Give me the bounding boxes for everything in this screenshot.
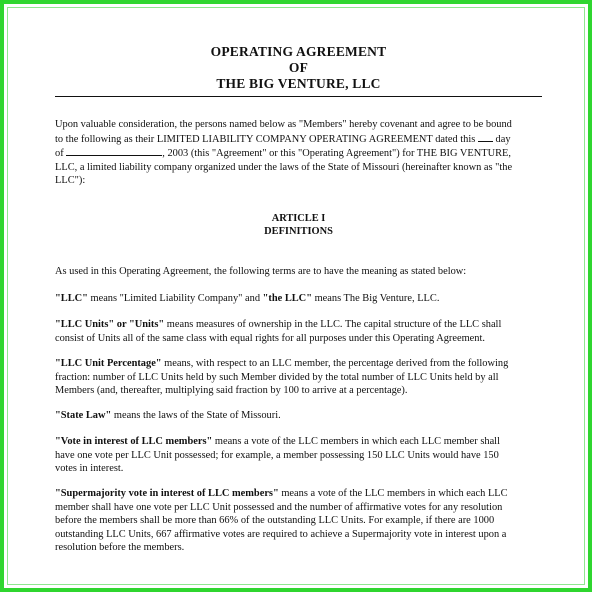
term-the-llc: "the LLC": [262, 293, 312, 304]
definition-vote-line-1: means a vote of the LLC members in which each LLC member shall: [212, 436, 500, 447]
intro-line-3-of: of: [55, 148, 64, 159]
document-title: OPERATING AGREEMENT: [210, 44, 387, 59]
term-llc: "LLC": [55, 293, 88, 304]
definition-super-line-3: before the members shall be more than 66% of the outstanding LLC Units. For example, if there are 1000: [55, 515, 495, 526]
definition-vote-line-2: have one vote per LLC Unit possessed; for example, a member possessing 150 LLC Units would have 150: [55, 449, 499, 461]
intro-line-2-text: to the following as their LIMITED LIABILITY COMPANY OPERATING AGREEMENT dated this: [55, 133, 476, 145]
title-divider: [55, 96, 542, 97]
article-heading: ARTICLE I: [271, 213, 326, 224]
definition-super-line-5: resolution before the members.: [55, 542, 185, 553]
definition-llc-text-1: means "Limited Liability Company" and: [87, 293, 263, 304]
definition-super-line-1: means a vote of the LLC members in which each LLC: [278, 488, 508, 499]
definition-vote-line-3: votes in interest.: [55, 463, 124, 474]
document-title-of: OF: [288, 60, 309, 75]
intro-line-1: Upon valuable consideration, the persons named below as "Members" hereby covenant and agree to be bound: [55, 119, 512, 130]
month-blank: [66, 146, 162, 156]
definition-llc-units: [55, 318, 542, 345]
intro-paragraph: [55, 118, 542, 188]
definition-super-line-4: outstanding LLC Units, 667 affirmative votes are required to achieve a Supermajority vote in interest upon a: [55, 528, 507, 540]
term-llc-units: "LLC Units" or "Units": [55, 319, 165, 330]
day-blank: [478, 132, 493, 142]
definition-units-line-2: consist of Units all of the same class with equal rights for all purposes under this Operating Agreement.: [55, 332, 485, 344]
term-state-law: "State Law": [55, 410, 112, 421]
definition-state-law-text: means the laws of the State of Missouri.: [111, 410, 281, 421]
definition-unit-percentage: [55, 357, 542, 398]
definition-percentage-line-3: Members (and, thereafter, multiplying said fraction by 100 to arrive at a percentage).: [55, 385, 408, 396]
intro-line-2-day: day: [495, 133, 511, 145]
definitions-lead: As used in this Operating Agreement, the following terms are to have the meaning as stated below:: [55, 266, 467, 277]
intro-line-3-text: , 2003 (this "Agreement" or this "Operating Agreement") for THE BIG VENTURE,: [162, 148, 511, 159]
intro-line-4: LLC, a limited liability company organized under the laws of the State of Missouri (hereinafter known as "the: [55, 161, 513, 173]
definition-supermajority-vote: [55, 487, 542, 555]
definition-super-line-2: member shall have one vote per LLC Unit possessed and the number of affirmative votes for any resolution: [55, 501, 503, 513]
article-subheading: DEFINITIONS: [264, 226, 333, 237]
definition-percentage-line-1: means, with respect to an LLC member, the percentage derived from the following: [161, 358, 509, 369]
document-title-company: THE BIG VENTURE, LLC: [216, 76, 381, 91]
definition-vote-in-interest: [55, 435, 542, 476]
definition-state-law: [55, 409, 542, 423]
intro-line-5: LLC"):: [55, 175, 86, 186]
term-unit-percentage: "LLC Unit Percentage": [55, 358, 162, 369]
definition-llc: [55, 292, 542, 306]
term-vote-in-interest: "Vote in interest of LLC members": [55, 436, 213, 447]
definition-percentage-line-2: fraction: number of LLC Units held by such Member divided by the total number of LLC Units held by all: [55, 371, 499, 383]
intro-line-3: [55, 146, 542, 161]
intro-line-2: [55, 132, 542, 147]
definition-units-line-1: means measures of ownership in the LLC. The capital structure of the LLC shall: [164, 319, 502, 330]
definition-llc-text-2: means The Big Venture, LLC.: [311, 293, 440, 304]
term-supermajority-vote: "Supermajority vote in interest of LLC members": [55, 488, 279, 499]
